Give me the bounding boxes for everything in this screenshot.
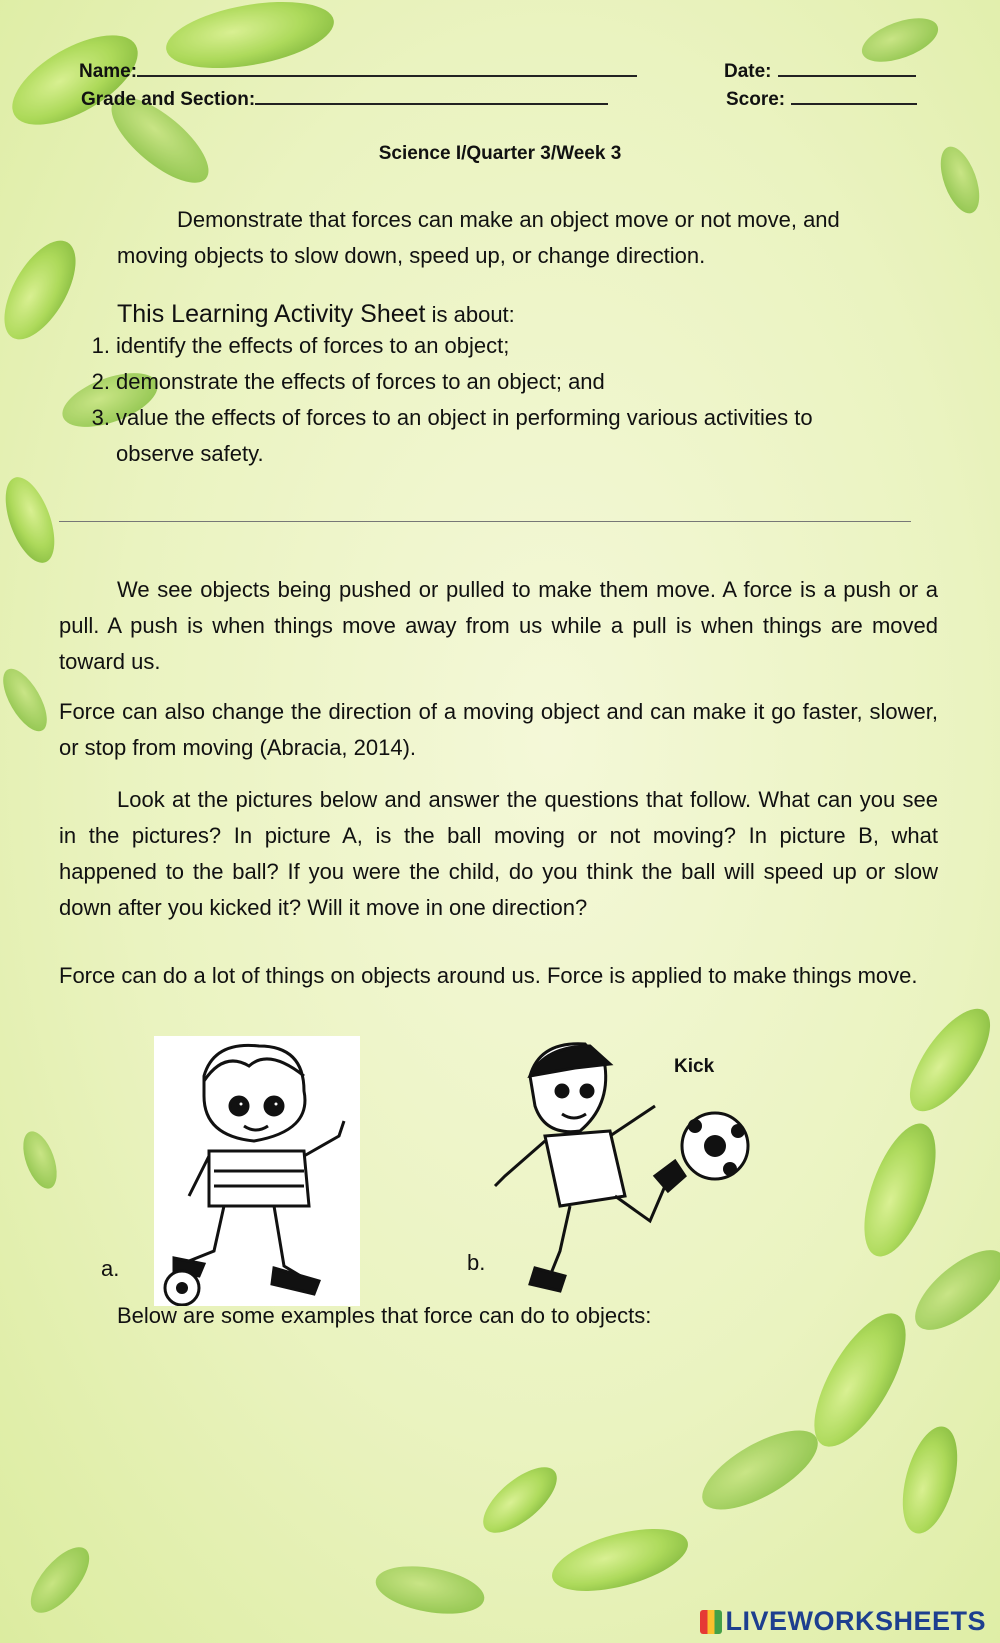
kick-label: Kick [674,1056,715,1077]
picture-b-label: b. [467,1250,486,1275]
soccer-ball-b [682,1113,748,1179]
picture-a-label: a. [101,1256,120,1281]
list-item: 1. identify the effects of forces to an object; [91,333,510,358]
liveworksheets-logo-text: LIVEWORKSHEETS [725,1606,986,1636]
paragraph-force-move: Force can do a lot of things on objects around us. Force is applied to make things move. [59,963,918,988]
grade-label: Grade and Section: [81,89,256,110]
score-label: Score: [726,89,786,110]
date-blank[interactable] [778,57,916,77]
boy-kicking-ball-icon [490,1036,770,1296]
score-blank[interactable] [791,85,917,105]
paragraph-direction: Force can also change the direction of a moving object and can make it go faster, slower, or stop from moving (Abracia, 2014). [59,699,938,760]
name-blank[interactable] [137,57,637,77]
list-item: 2. demonstrate the effects of forces to an object; and [91,369,605,394]
picture-a [154,1036,360,1306]
date-label: Date: [724,61,772,82]
list-item: 3. value the effects of forces to an object in performing various activities to observe safety. [91,405,813,466]
boy-with-ball-icon [154,1036,360,1306]
paragraph-push-pull: We see objects being pushed or pulled to make them move. A force is a push or a pull. A push is when things move away from us while a pull is when things are moved toward us. [59,577,938,674]
intro-heading-tail: is about: [425,302,515,327]
liveworksheets-logo[interactable] [700,1606,986,1637]
objectives-list [76,328,906,472]
grade-blank[interactable] [255,85,608,105]
objective: Demonstrate that forces can make an object move or not move, and moving objects to slow down, speed up, or change direction. [117,207,840,268]
paragraph-examples: Below are some examples that force can do to objects: [117,1303,652,1328]
liveworksheets-mark-icon [700,1610,722,1634]
divider [59,521,911,522]
intro-heading-main: This Learning Activity Sheet [117,300,426,328]
score-field[interactable] [726,82,917,118]
picture-b [490,1036,770,1296]
grade-field[interactable] [81,82,608,118]
paragraph-questions: Look at the pictures below and answer the questions that follow. What can you see in the pictures? In picture A, is the ball moving or not moving? In picture B, what happened to the ball? If you were the child, do you think the ball will speed up or slow down after you kicked it? Will it move in one direction? [59,787,938,920]
name-label: Name: [79,61,138,82]
subtitle: Science I/Quarter 3/Week 3 [378,143,622,164]
